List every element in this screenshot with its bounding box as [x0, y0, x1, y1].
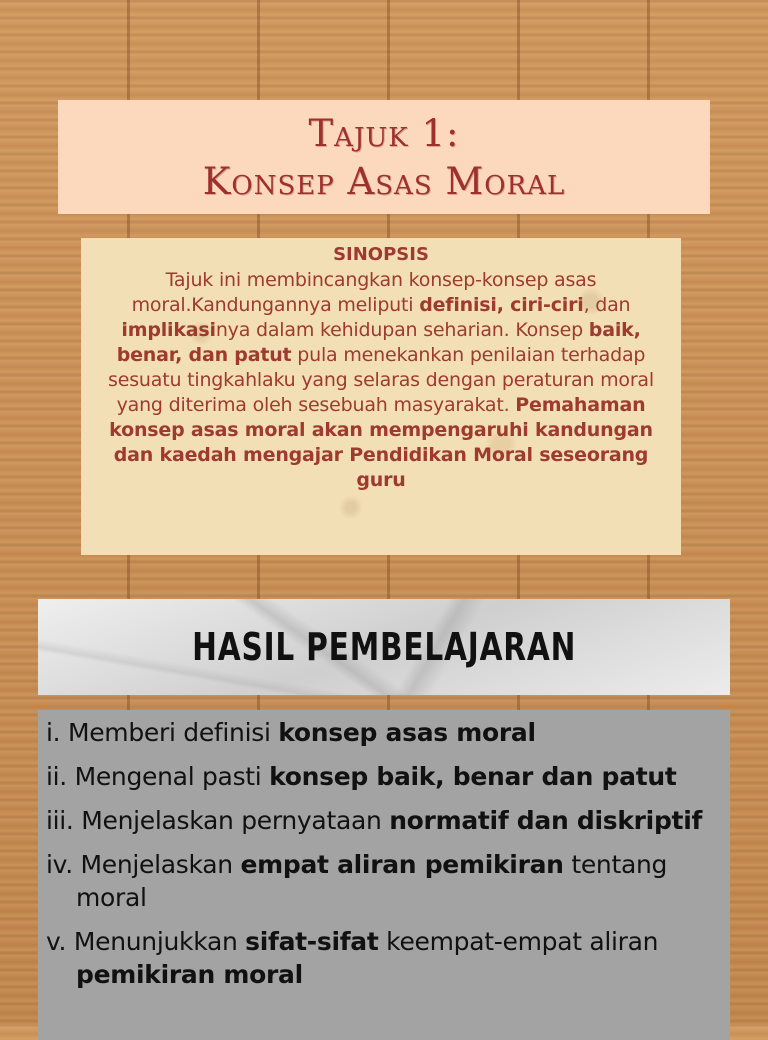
list-item [46, 804, 722, 837]
synopsis-text-1: Tajuk ini membincangkan konsep-konsep asas moral.Kandungannya meliputi [131, 269, 597, 316]
outcomes-heading: HASIL PEMBELAJARAN [191, 625, 577, 669]
list-item [46, 760, 722, 793]
list-item [46, 848, 722, 914]
synopsis-heading: SINOPSIS [333, 244, 429, 265]
title-line-1: Tajuk 1: [308, 112, 460, 155]
list-item [46, 716, 722, 749]
item-bold: empat aliran pemikiran [240, 850, 564, 879]
synopsis-text-3: nya dalam kehidupan seharian. Konsep [215, 319, 589, 341]
synopsis-text-2: , dan [583, 294, 631, 316]
synopsis-bold-definisi: definisi, ciri-ciri [419, 294, 584, 316]
item-text: iv. Menjelaskan [46, 850, 241, 879]
synopsis-bold-pemahaman: Pemahaman konsep asas moral akan mempengaruhi kandungan dan kaedah mengajar Pendidikan Moral seseorang guru [109, 394, 653, 491]
item-text: v. Menunjukkan [46, 927, 246, 956]
list-item [46, 925, 722, 991]
synopsis-body [95, 268, 667, 493]
item-bold: konsep asas moral [278, 718, 536, 747]
item-bold: sifat-sifat [245, 927, 379, 956]
synopsis-bold-implikasi: implikasi [121, 319, 216, 341]
synopsis-text-4: pula menekankan penilaian terhadap sesuatu tingkahlaku yang selaras dengan peraturan moral yang diterima oleh sesebuah masyarakat. [108, 344, 654, 416]
item-suffix: keempat-empat aliran [378, 927, 659, 956]
item-text: i. Memberi definisi [46, 718, 279, 747]
item-suffix: tentang moral [76, 850, 668, 912]
item-bold: normatif dan diskriptif [389, 806, 703, 835]
item-bold-2: pemikiran moral [76, 960, 303, 989]
item-text: iii. Menjelaskan pernyataan [46, 806, 390, 835]
synopsis-bold-baik: baik, benar, dan patut [116, 319, 641, 366]
title-banner [58, 100, 710, 214]
item-text: ii. Mengenal pasti [46, 762, 270, 791]
outcomes-header [38, 599, 730, 695]
synopsis-panel [81, 238, 681, 555]
item-bold: konsep baik, benar dan patut [269, 762, 677, 791]
outcomes-list [38, 710, 730, 1040]
title-line-2: Konsep Asas Moral [202, 160, 566, 203]
